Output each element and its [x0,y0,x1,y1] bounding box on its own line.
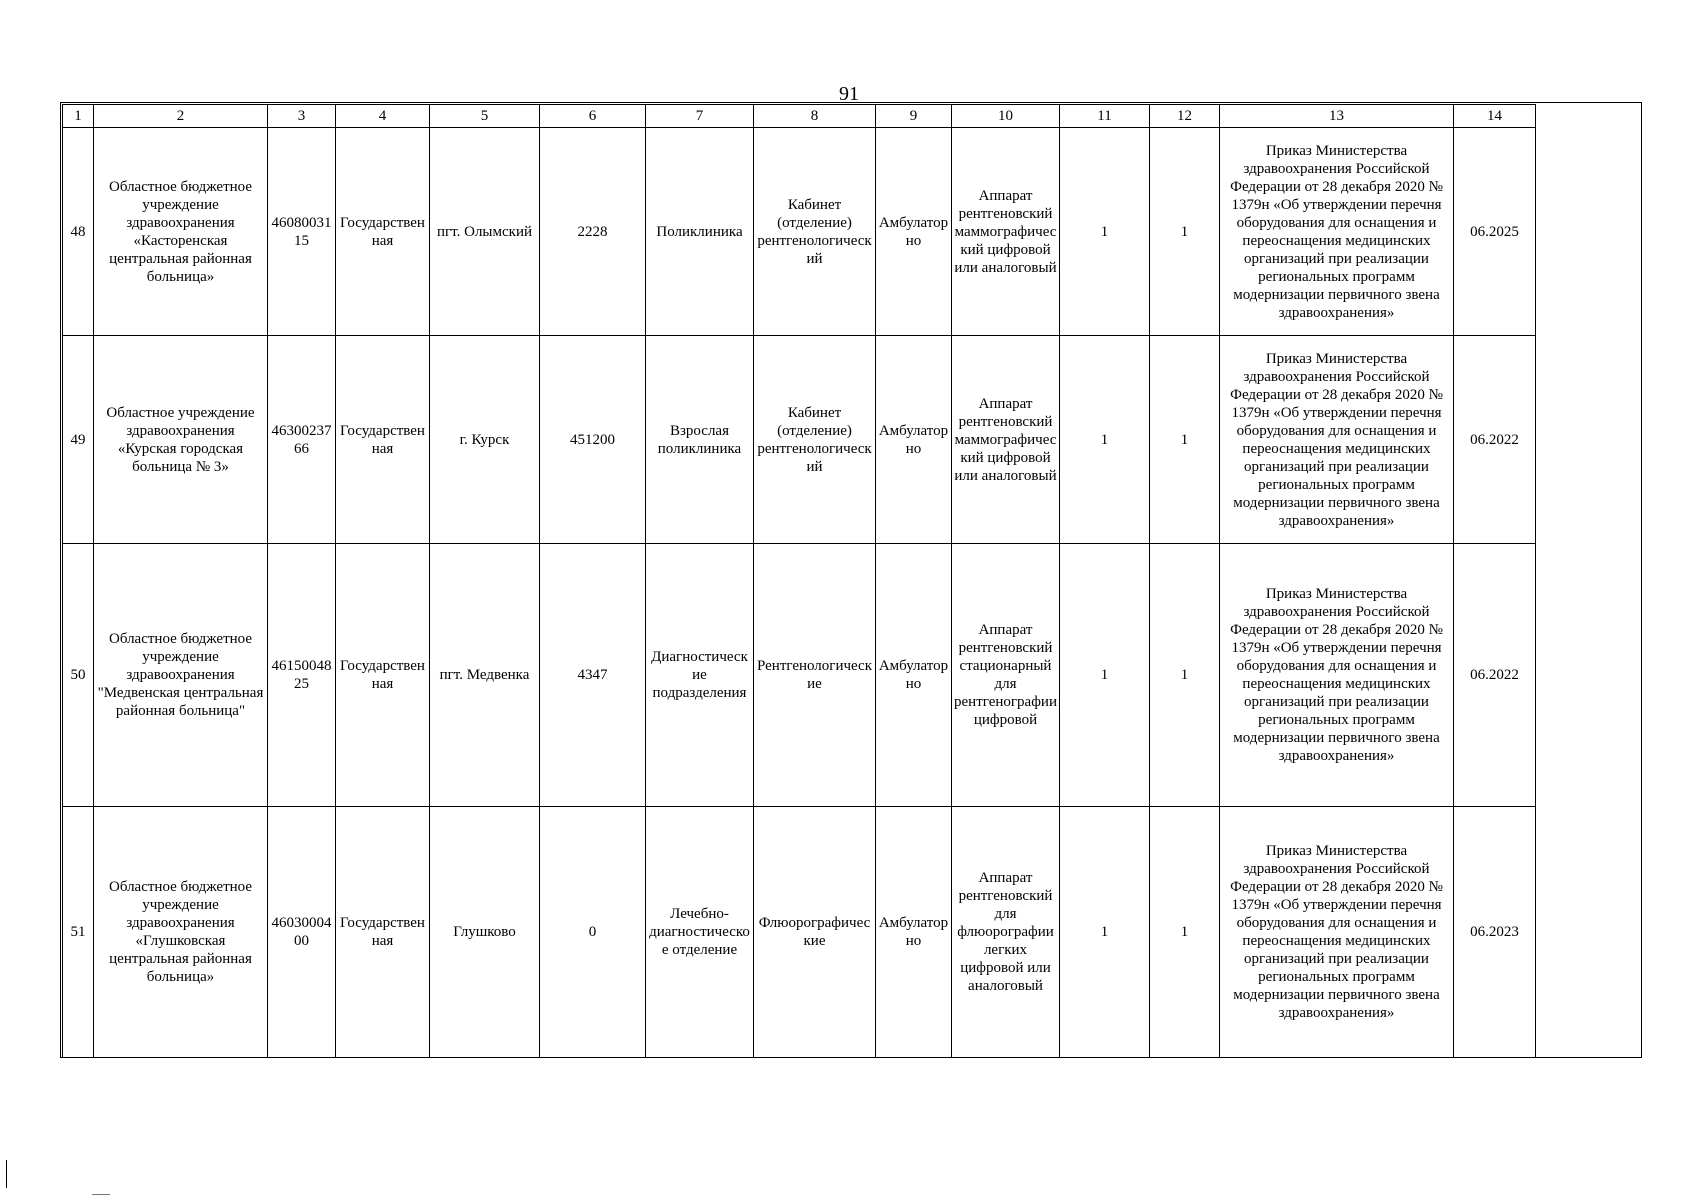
row-number: 50 [63,544,94,807]
column-header: 7 [646,105,754,128]
date: 06.2023 [1454,807,1536,1058]
column-header: 5 [430,105,540,128]
organization-name: Областное учреждение здравоохранения «Курская городская больница № 3» [94,336,268,544]
scan-margin-mark [92,1194,110,1195]
settlement: пгт. Медвенка [430,544,540,807]
table-row [63,128,1536,336]
population: 0 [540,807,646,1058]
organization-name: Областное бюджетное учреждение здравоохранения "Медвенская центральная районная больница" [94,544,268,807]
ownership-form: Государственная [336,336,430,544]
column-header: 2 [94,105,268,128]
quantity-1: 1 [1060,128,1150,336]
table-row [63,544,1536,807]
subdivision: Диагностические подразделения [646,544,754,807]
date: 06.2025 [1454,128,1536,336]
quantity-2: 1 [1150,544,1220,807]
scan-margin-mark [6,1160,7,1188]
care-type: Амбулаторно [876,544,952,807]
column-header: 1 [63,105,94,128]
table-row [63,336,1536,544]
population: 451200 [540,336,646,544]
equipment: Аппарат рентгеновский для флюорографии легких цифровой или аналоговый [952,807,1060,1058]
column-header: 8 [754,105,876,128]
ownership-form: Государственная [336,128,430,336]
table-row [63,807,1536,1058]
organization-name: Областное бюджетное учреждение здравоохранения «Глушковская центральная районная больница» [94,807,268,1058]
date: 06.2022 [1454,544,1536,807]
settlement: пгт. Олымский [430,128,540,336]
organization-code: 4608003115 [268,128,336,336]
legal-basis: Приказ Министерства здравоохранения Российской Федерации от 28 декабря 2020 № 1379н «Об утверждении перечня оборудования для оснащения и переоснащения медицинских организаций при реализации региональных программ модернизации первичного звена здравоохранения» [1220,128,1454,336]
organization-name: Областное бюджетное учреждение здравоохранения «Касторенская центральная районная больница» [94,128,268,336]
unit: Флюорографические [754,807,876,1058]
quantity-2: 1 [1150,128,1220,336]
column-header: 14 [1454,105,1536,128]
legal-basis: Приказ Министерства здравоохранения Российской Федерации от 28 декабря 2020 № 1379н «Об утверждении перечня оборудования для оснащения и переоснащения медицинских организаций при реализации региональных программ модернизации первичного звена здравоохранения» [1220,336,1454,544]
column-header: 10 [952,105,1060,128]
population: 2228 [540,128,646,336]
subdivision: Лечебно-диагностическое отделение [646,807,754,1058]
ownership-form: Государственная [336,544,430,807]
legal-basis: Приказ Министерства здравоохранения Российской Федерации от 28 декабря 2020 № 1379н «Об утверждении перечня оборудования для оснащения и переоснащения медицинских организаций при реализации региональных программ модернизации первичного звена здравоохранения» [1220,807,1454,1058]
organization-code: 4615004825 [268,544,336,807]
date: 06.2022 [1454,336,1536,544]
care-type: Амбулаторно [876,336,952,544]
column-header: 9 [876,105,952,128]
column-number-row [63,105,1536,128]
column-header: 4 [336,105,430,128]
equipment: Аппарат рентгеновский маммографический цифровой или аналоговый [952,336,1060,544]
subdivision: Взрослая поликлиника [646,336,754,544]
quantity-2: 1 [1150,336,1220,544]
page-number: 91 [839,83,859,105]
unit: Кабинет (отделение) рентгенологический [754,128,876,336]
column-header: 3 [268,105,336,128]
row-number: 51 [63,807,94,1058]
equipment: Аппарат рентгеновский маммографический цифровой или аналоговый [952,128,1060,336]
equipment-table [62,104,1536,1058]
column-header: 12 [1150,105,1220,128]
care-type: Амбулаторно [876,128,952,336]
care-type: Амбулаторно [876,807,952,1058]
ownership-form: Государственная [336,807,430,1058]
column-header: 6 [540,105,646,128]
population: 4347 [540,544,646,807]
column-header: 11 [1060,105,1150,128]
settlement: г. Курск [430,336,540,544]
quantity-2: 1 [1150,807,1220,1058]
subdivision: Поликлиника [646,128,754,336]
unit: Кабинет (отделение) рентгенологический [754,336,876,544]
organization-code: 4603000400 [268,807,336,1058]
row-number: 49 [63,336,94,544]
quantity-1: 1 [1060,807,1150,1058]
settlement: Глушково [430,807,540,1058]
unit: Рентгенологические [754,544,876,807]
quantity-1: 1 [1060,336,1150,544]
column-header: 13 [1220,105,1454,128]
equipment: Аппарат рентгеновский стационарный для рентгенографии цифровой [952,544,1060,807]
row-number: 48 [63,128,94,336]
quantity-1: 1 [1060,544,1150,807]
legal-basis: Приказ Министерства здравоохранения Российской Федерации от 28 декабря 2020 № 1379н «Об утверждении перечня оборудования для оснащения и переоснащения медицинских организаций при реализации региональных программ модернизации первичного звена здравоохранения» [1220,544,1454,807]
organization-code: 4630023766 [268,336,336,544]
